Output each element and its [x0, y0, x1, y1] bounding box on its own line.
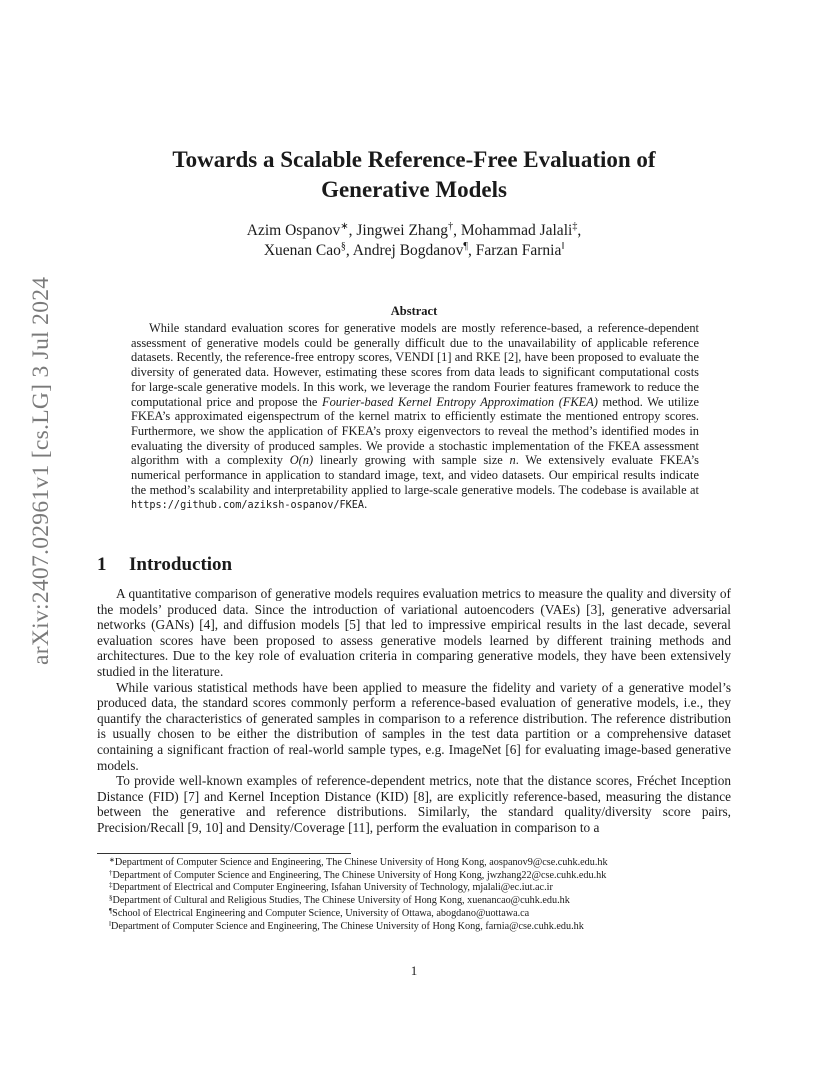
footnote	[97, 908, 737, 921]
author-name: Jingwei Zhang	[356, 222, 449, 239]
footnote-mark: ‖	[109, 919, 111, 928]
arxiv-stamp-text: arXiv:2407.02961v1 [cs.LG] 3 Jul 2024	[28, 276, 54, 665]
footnote-text: Department of Electrical and Computer Engineering, Isfahan University of Technology, mjalali@ec.iut.ac.ir	[112, 882, 553, 894]
author-name: Farzan Farnia	[475, 242, 562, 259]
title-line-1: Towards a Scalable Reference-Free Evaluation of	[172, 147, 656, 172]
footnote-mark: †	[109, 868, 113, 877]
author-name: Mohammad Jalali	[460, 222, 573, 239]
sample-size-math: n	[509, 453, 516, 468]
footnote-text: Department of Computer Science and Engineering, The Chinese University of Hong Kong, aospanov9@cse.cuhk.edu.hk	[114, 857, 608, 868]
paper-title	[100, 145, 728, 205]
author-mark: †	[448, 221, 454, 232]
footnote-text: Department of Cultural and Religious Studies, The Chinese University of Hong Kong, xuenancao@cuhk.edu.hk	[112, 895, 570, 907]
footnote-divider	[97, 853, 351, 854]
section-title: Introduction	[129, 554, 233, 575]
author-line-1: Azim Ospanov∗, Jingwei Zhang†, Mohammad Jalali‡,	[246, 221, 582, 239]
author-name: Xuenan Cao	[263, 242, 341, 259]
footnote	[97, 895, 737, 908]
author-name: Andrej Bogdanov	[352, 242, 464, 259]
footnote-text: School of Electrical Engineering and Computer Science, University of Ottawa, abogdano@uottawa.ca	[112, 907, 530, 919]
footnote-mark: ∗	[109, 856, 115, 864]
section-number: 1	[97, 554, 107, 575]
abstract-text: linearly growing with sample size	[313, 453, 510, 468]
author-mark: ‡	[572, 221, 578, 232]
author-mark: ¶	[463, 241, 468, 252]
paragraph: A quantitative comparison of generative models requires evaluation metrics to measure the quality and diversity of the models’ produced data. Since the introduction of variational autoencoders (VAEs) [3], generative adversarial networks (GANs) [4], and diffusion models [5] that led to impressive empirical results in the last decade, several evaluation scores have been proposed to assess generative models learned by different training methods and architectures. Due to the key role of evaluation criteria in comparing generative models, they have been extensively studied in the literature.	[97, 586, 731, 679]
method-name: Fourier-based Kernel Entropy Approximation (FKEA)	[322, 394, 598, 409]
page-number: 1	[410, 963, 418, 978]
footnote-text: Department of Computer Science and Engineering, The Chinese University of Hong Kong, farnia@cse.cuhk.edu.hk	[110, 920, 584, 932]
abstract-heading: Abstract	[390, 304, 438, 318]
author-line-2: Xuenan Cao§, Andrej Bogdanov¶, Farzan Farnia‖	[263, 241, 565, 259]
author-name: Azim Ospanov	[246, 222, 341, 239]
footnote-mark: ¶	[109, 906, 113, 915]
title-line-2: Generative Models	[321, 177, 507, 202]
paragraph: To provide well-known examples of reference-dependent metrics, note that the distance scores, Fréchet Inception Distance (FID) [7] and Kernel Inception Distance (KID) [8], are explicitly reference-based, measuring the distance between the generative and reference distributions. Similarly, the standard quality/diversity score pairs, Precision/Recall [9, 10] and Density/Coverage [11], perform the evaluation in comparison to a	[97, 773, 731, 835]
author-list	[100, 221, 728, 261]
abstract-text: While standard evaluation scores for generative models are mostly reference-based, a reference-dependent assessment of generative models could be generally difficult due to the unavailability of applicable reference datasets. Recently, the reference-free entropy scores, VENDI [1] and RKE [2], have been proposed to evaluate the diversity of generated data. However, estimating these scores from data leads to significant computational costs for large-scale generative models. In this work, we leverage the random Fourier features framework to reduce the computational price and propose the	[131, 321, 699, 409]
footnote-mark: ‡	[109, 881, 113, 890]
abstract-text: . We extensively evaluate FKEA’s numerical performance in application to standard image, text, and video datasets. Our empirical results indicate the method’s scalability and interpretability applied to large-scale generative models. The codebase is available at	[131, 453, 699, 497]
footnote	[97, 870, 737, 883]
abstract-body	[131, 321, 699, 514]
footnotes	[97, 857, 737, 933]
author-mark: §	[340, 241, 346, 252]
paragraph: While various statistical methods have been applied to measure the fidelity and variety of a generative model’s produced data, the standard scores commonly perform a reference-based evaluation of generative models, i.e., they quantify the characteristics of generated samples in comparison to a reference distribution. The reference distribution is usually chosen to be either the distribution of samples in the test data partition or a comprehensive dataset containing a significant fraction of real-world sample types, e.g. ImageNet [6] for evaluating image-based generative models.	[97, 679, 731, 773]
author-mark: ‖	[561, 241, 565, 252]
footnote	[97, 882, 737, 895]
section-heading	[97, 554, 232, 576]
complexity-math: O(n)	[289, 453, 314, 468]
author-mark: ∗	[340, 221, 349, 232]
codebase-link[interactable]: https://github.com/aziksh-ospanov/FKEA	[131, 500, 365, 512]
footnote-text: Department of Computer Science and Engineering, The Chinese University of Hong Kong, jwzhang22@cse.cuhk.edu.hk	[112, 869, 607, 881]
footnote	[97, 921, 737, 934]
abstract-text: .	[364, 497, 368, 512]
footnote-mark: §	[109, 894, 113, 903]
footnote	[97, 857, 737, 870]
arxiv-stamp	[24, 276, 54, 665]
abstract-text: method. We utilize FKEA’s approximated eigenspectrum of the kernel matrix to efficiently estimate the mentioned entropy scores. Furthermore, we show the application of FKEA’s proxy eigenvectors to reveal the method’s identified modes in evaluating the diversity of produced samples. We provide a stochastic implementation of the FKEA assessment algorithm with a complexity	[131, 394, 699, 468]
introduction-body	[97, 586, 731, 836]
